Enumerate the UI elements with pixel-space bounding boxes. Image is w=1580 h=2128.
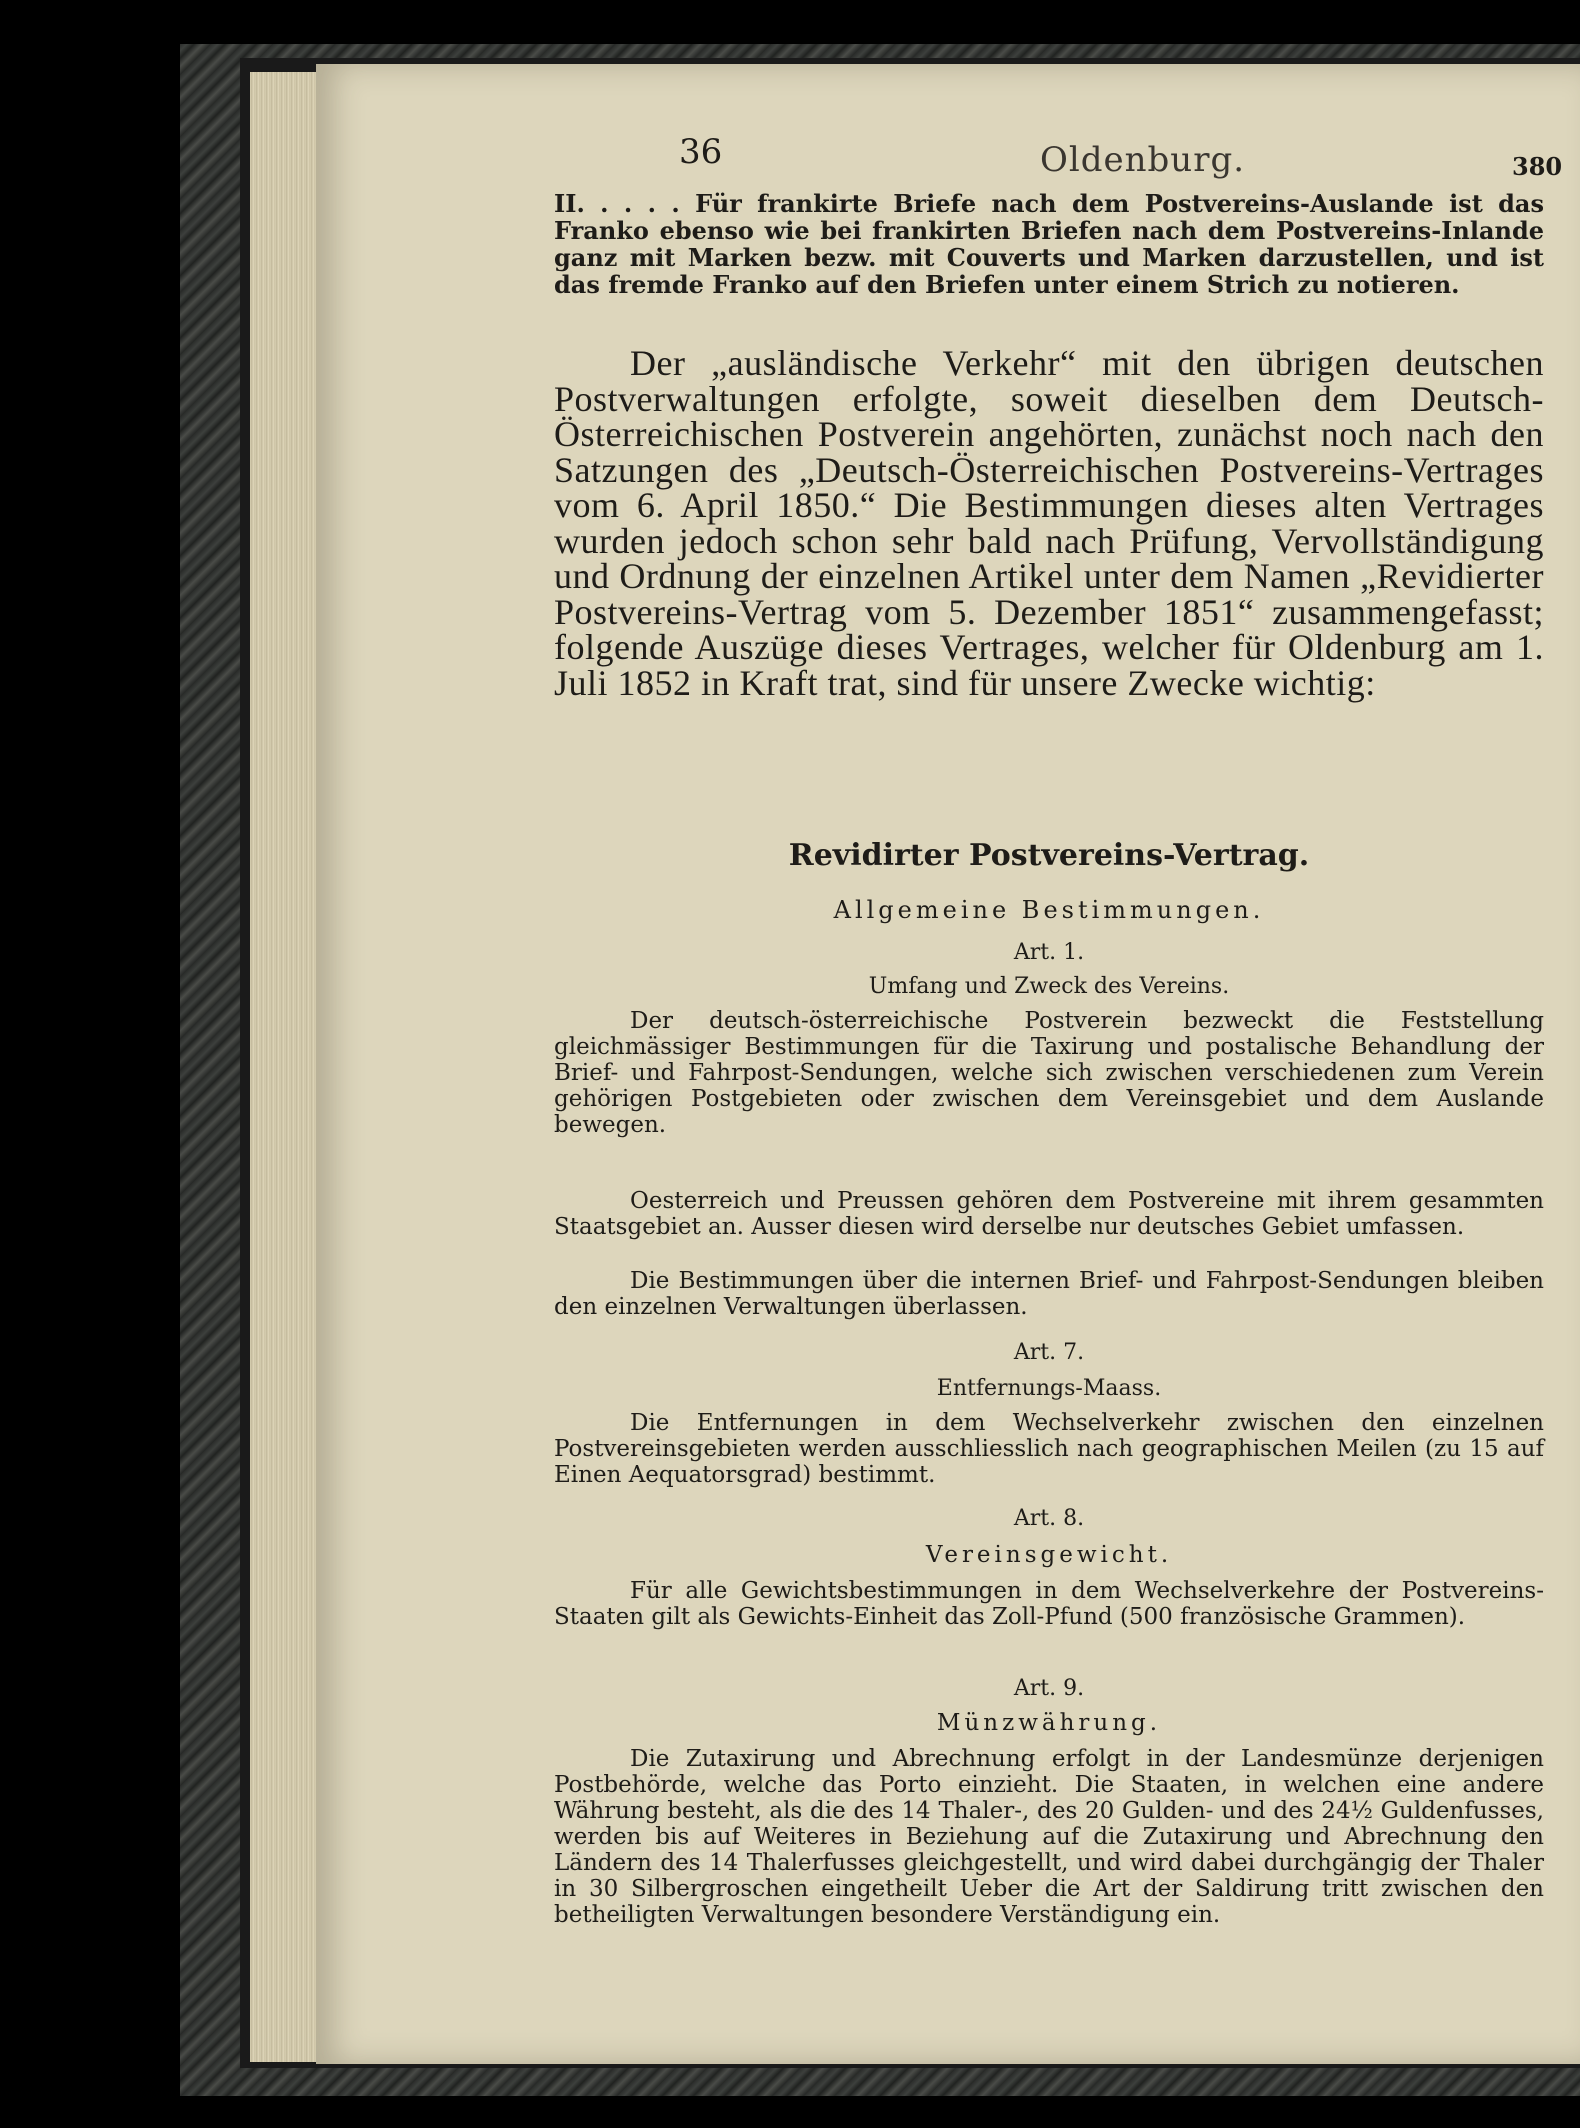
page-edges <box>250 72 320 2062</box>
article-paragraph: Die Entfernungen in dem Wechselverkehr zwischen den einzelnen Postvereinsgebieten werden ausschliesslich nach geographischen Meilen (zu 15 auf Einen Aequatorsgrad) bestimmt. <box>554 1410 1544 1488</box>
article-heading: Umfang und Zweck des Vereins. <box>868 974 1230 999</box>
article-heading: Entfernungs-Maass. <box>936 1376 1162 1401</box>
article-number: Art. 7. <box>1013 1340 1085 1365</box>
intro-paragraph: Der „ausländische Verkehr“ mit den übrigen deutschen Postverwaltungen erfolgte, soweit dieselben dem Deutsch-Österreichischen Postverein angehörten, zunächst noch nach den Satzungen des „Deutsch-Österreichischen Postvereins-Vertrages vom 6. April 1850.“ Die Bestimmungen dieses alten Vertrages wurden jedoch schon sehr bald nach Prüfung, Vervollständigung und Ordnung der einzelnen Artikel unter dem Namen „Revidierter Postvereins-Vertrag vom 5. Dezember 1851“ zusammengefasst; folgende Auszüge dieses Vertrages, welcher für Oldenburg am 1. Juli 1852 in Kraft trat, sind für unsere Zwecke wichtig: <box>554 343 1544 703</box>
article-paragraph: Oesterreich und Preussen gehören dem Postvereine mit ihrem gesammten Staatsgebiet an. Ausser diesen wird derselbe nur deutsches Gebiet umfassen. <box>554 1188 1544 1240</box>
treaty-title: Revidirter Postvereins-Vertrag. <box>788 838 1310 873</box>
article-heading: Vereinsgewicht. <box>925 1542 1173 1568</box>
treaty-subtitle: Allgemeine Bestimmungen. <box>833 896 1265 924</box>
article-paragraph: Für alle Gewichtsbestimmungen in dem Wechselverkehre der Postvereins-Staaten gilt als Gewichts-Einheit das Zoll-Pfund (500 französische Grammen). <box>554 1578 1544 1630</box>
folio-number: 380 <box>1512 152 1563 181</box>
article-paragraph: Der deutsch-österreichische Postverein bezweckt die Feststellung gleichmässiger Bestimmungen für die Taxirung und postalische Behandlung der Brief- und Fahrpost-Sendungen, welche sich zwischen verschiedenen zum Verein gehörigen Postgebieten oder zwischen dem Vereinsgebiet und dem Auslande bewegen. <box>554 1008 1544 1138</box>
page-number: 36 <box>679 132 723 172</box>
article-number: Art. 1. <box>1013 940 1085 965</box>
article-number: Art. 8. <box>1013 1506 1085 1531</box>
article-heading: Münzwährung. <box>936 1710 1162 1736</box>
page-header <box>354 128 1564 184</box>
article-paragraph: Die Bestimmungen über die internen Brief- und Fahrpost-Sendungen bleiben den einzelnen Verwaltungen überlassen. <box>554 1268 1544 1320</box>
article-paragraph: Die Zutaxirung und Abrechnung erfolgt in der Landesmünze derjenigen Postbehörde, welche das Porto einzieht. Die Staaten, in welchen eine andere Währung besteht, als die des 14 Thaler-, des 20 Gulden- und des 24½ Guldenfusses, werden bis auf Weiteres in Beziehung auf die Zutaxirung und Abrechnung den Ländern des 14 Thalerfusses gleichgestellt, und wird dabei durchgängig der Thaler in 30 Silbergroschen eingetheilt Ueber die Art der Saldirung tritt zwischen den betheiligten Verwaltungen besondere Verständigung ein. <box>554 1746 1544 1928</box>
note-paragraph: II. . . . . Für frankirte Briefe nach dem Postvereins-Auslande ist das Franko ebenso wie bei frankirten Briefen nach dem Postvereins-Inlande ganz mit Marken bezw. mit Couverts und Marken darzustellen, und ist das fremde Franko auf den Briefen unter einem Strich zu notieren. <box>554 189 1544 299</box>
article-number: Art. 9. <box>1013 1676 1085 1701</box>
page-content <box>354 128 1564 1928</box>
running-head: Oldenburg. <box>1040 140 1246 180</box>
